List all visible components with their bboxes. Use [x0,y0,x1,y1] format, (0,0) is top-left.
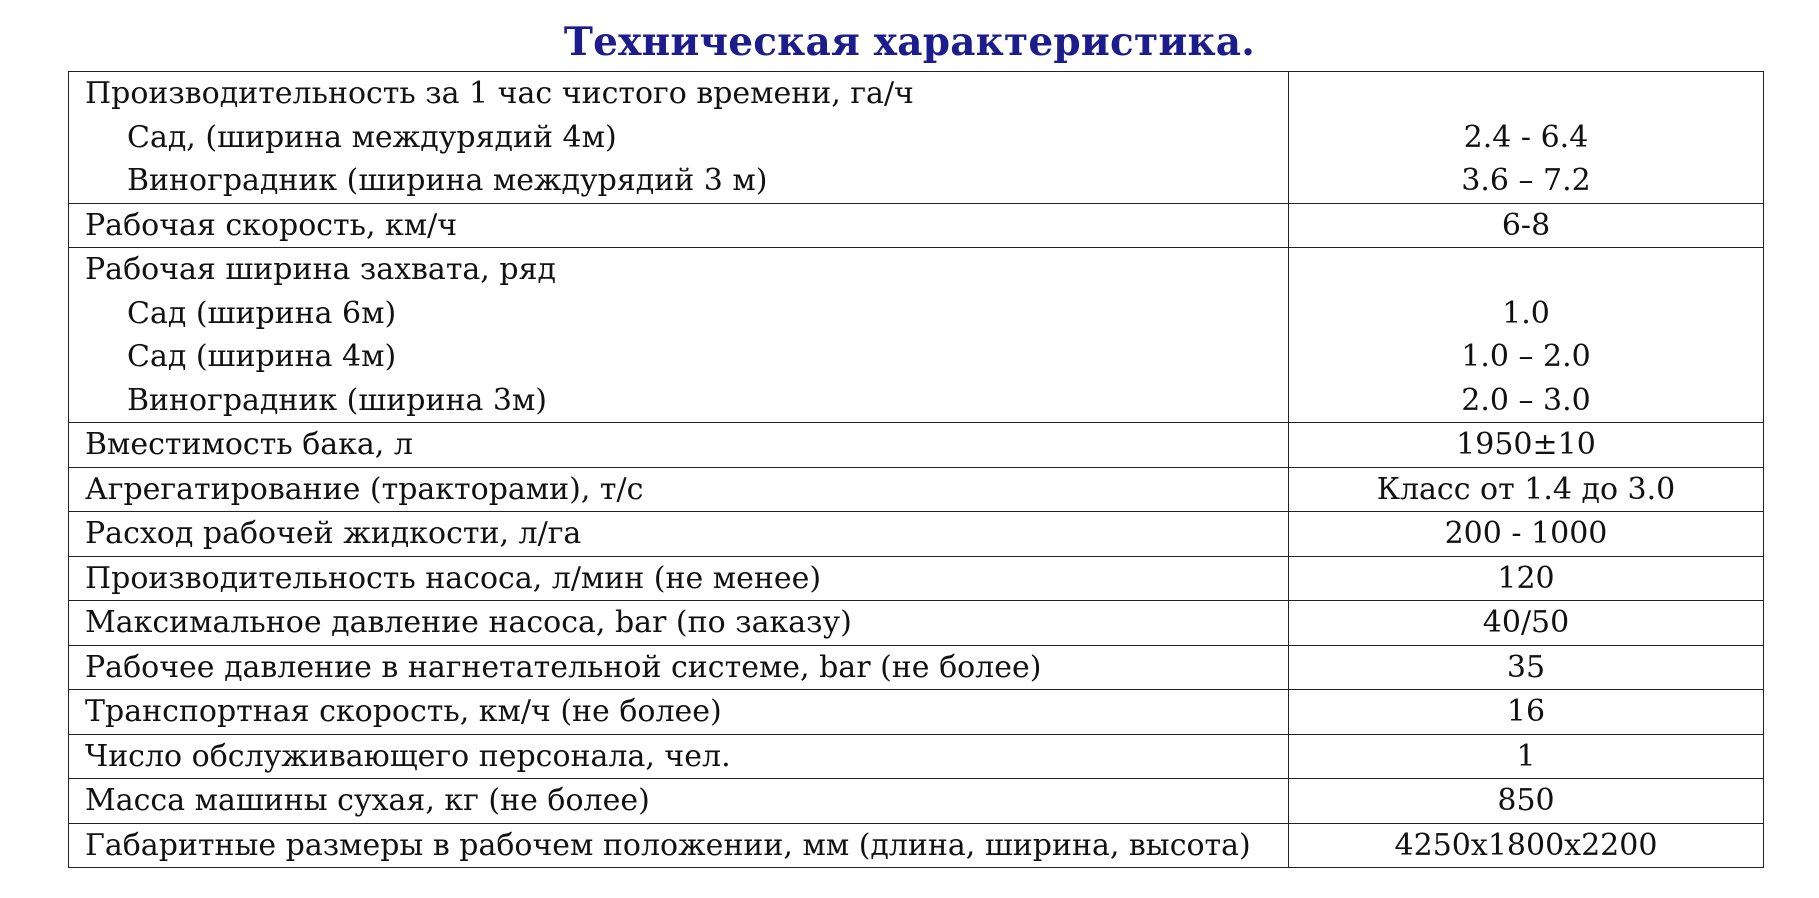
value-text [1289,72,1763,116]
value-text: 3.6 – 7.2 [1461,163,1591,198]
value-cell [1289,467,1764,512]
param-label: Транспортная скорость, км/ч (не более) [85,694,722,729]
value-text: 35 [1506,649,1546,685]
table-row [69,72,1764,204]
param-label: Рабочая скорость, км/ч [85,207,458,243]
value-cell [1289,645,1764,690]
param-cell [69,601,1289,646]
value-text: 16 [1506,694,1546,729]
value-text: 1 [1516,738,1536,774]
param-cell [69,823,1289,868]
value-cell [1289,423,1764,468]
table-row [69,601,1764,646]
param-label: Рабочее давление в нагнетательной системе, bar (не более) [85,649,1042,685]
param-cell [69,512,1289,557]
spec-table [68,71,1764,868]
table-row [69,779,1764,824]
param-cell [69,203,1289,248]
value-cell [1289,601,1764,646]
value-cell [1289,823,1764,868]
param-cell [69,423,1289,468]
table-row [69,467,1764,512]
param-sublabel: Виноградник (ширина 3м) [127,382,547,418]
param-label: Вместимость бака, л [85,427,413,462]
value-text [1289,248,1763,292]
param-sublabel: Сад, (ширина междурядий 4м) [127,119,617,155]
value-cell [1289,248,1764,423]
value-cell [1289,72,1764,204]
table-row [69,690,1764,735]
table-row [69,823,1764,868]
value-cell [1289,556,1764,601]
param-label: Рабочая ширина захвата, ряд [85,252,556,287]
table-row [69,512,1764,557]
param-sublabel: Сад (ширина 4м) [127,339,397,374]
param-label: Производительность за 1 час чистого времени, га/ч [85,76,914,111]
value-cell [1289,690,1764,735]
param-cell [69,556,1289,601]
param-label: Расход рабочей жидкости, л/га [85,516,582,551]
value-text: 1.0 – 2.0 [1461,339,1591,374]
value-text: 4250х1800х2200 [1394,827,1658,863]
param-cell [69,645,1289,690]
param-cell [69,467,1289,512]
param-cell [69,734,1289,779]
param-cell [69,779,1289,824]
table-row [69,645,1764,690]
value-text: 1.0 [1502,295,1550,331]
value-cell [1289,734,1764,779]
table-row [69,556,1764,601]
value-cell [1289,203,1764,248]
table-row [69,423,1764,468]
param-cell [69,72,1289,204]
param-cell [69,690,1289,735]
param-sublabel: Сад (ширина 6м) [127,295,397,331]
value-text: 120 [1497,560,1555,596]
value-text: 2.4 - 6.4 [1463,119,1589,155]
value-text: 40/50 [1482,605,1570,640]
value-cell [1289,779,1764,824]
param-label: Габаритные размеры в рабочем положении, мм (длина, ширина, высота) [85,827,1251,863]
param-label: Масса машины сухая, кг (не более) [85,783,650,818]
param-label: Производительность насоса, л/мин (не менее) [85,560,822,596]
param-label: Максимальное давление насоса, bar (по заказу) [85,605,852,640]
table-row [69,203,1764,248]
page-title: Техническая характеристика. [563,19,1256,65]
value-text: 200 - 1000 [1444,516,1608,551]
value-text: 1950±10 [1456,427,1596,462]
value-cell [1289,512,1764,557]
value-text: 2.0 – 3.0 [1461,382,1591,418]
value-text: Класс от 1.4 до 3.0 [1376,471,1676,507]
table-row [69,734,1764,779]
value-text: 6-8 [1501,207,1551,243]
param-label: Агрегатирование (тракторами), т/с [85,471,644,507]
table-row [69,248,1764,423]
param-label: Число обслуживающего персонала, чел. [85,738,731,774]
param-sublabel: Виноградник (ширина междурядий 3 м) [127,163,768,198]
value-text: 850 [1497,783,1555,818]
param-cell [69,248,1289,423]
